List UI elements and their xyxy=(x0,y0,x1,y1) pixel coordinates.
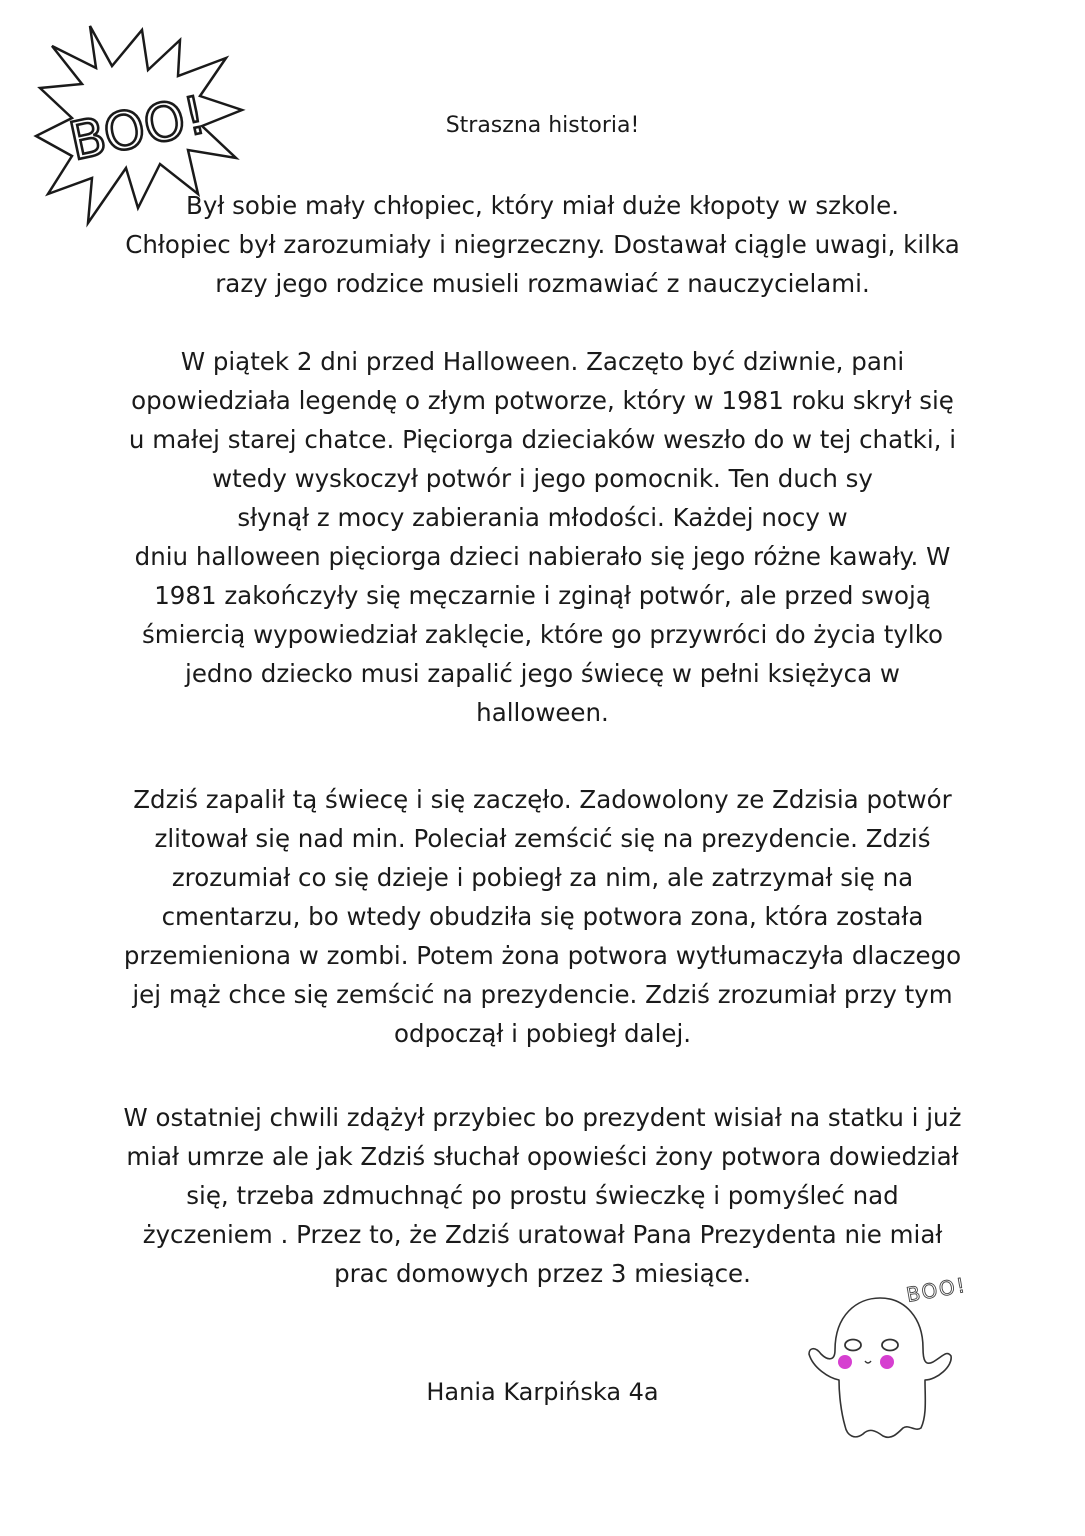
story-paragraph-2 xyxy=(100,342,985,732)
story-paragraph-1 xyxy=(100,186,985,303)
text-line: dniu halloween pięciorga dzieci nabierało się jego różne kawały. W xyxy=(134,542,951,571)
text-line: odpoczął i pobiegł dalej. xyxy=(393,1019,692,1048)
text-line: wtedy wyskoczył potwór i jego pomocnik. Ten duch sy xyxy=(212,464,873,493)
story-paragraph-3 xyxy=(100,780,985,1053)
text-line: zlitował się nad min. Poleciał zemścić się na prezydencie. Zdziś xyxy=(154,824,931,853)
page-title: Straszna historia! xyxy=(445,113,640,138)
text-line: razy jego rodzice musieli rozmawiać z nauczycielami. xyxy=(215,269,870,298)
text-line: halloween. xyxy=(476,698,609,727)
text-line: się, trzeba zdmuchnąć po prostu świeczkę i pomyśleć nad xyxy=(186,1181,899,1210)
text-line: jej mąż chce się zemścić na prezydencie. Zdziś zrozumiał przy tym xyxy=(132,980,953,1009)
text-line: Chłopiec był zarozumiały i niegrzeczny. Dostawał ciągle uwagi, kilka xyxy=(125,230,960,259)
text-line: W ostatniej chwili zdążył przybiec bo prezydent wisiał na statku i już xyxy=(123,1103,962,1132)
text-line: cmentarzu, bo wtedy obudziła się potwora zona, która została xyxy=(161,902,924,931)
ghost-boo-text: BOO! xyxy=(904,1272,969,1307)
text-line: prac domowych przez 3 miesiące. xyxy=(334,1259,751,1288)
text-line: Zdziś zapalił tą świecę i się zaczęło. Zadowolony ze Zdzisia potwór xyxy=(133,785,952,814)
text-line: śmiercią wypowiedział zaklęcie, które go przywróci do życia tylko xyxy=(141,620,944,649)
ghost-left-cheek xyxy=(838,1355,852,1369)
text-line: miał umrze ale jak Zdziś słuchał opowieści żony potwora dowiedział xyxy=(126,1142,959,1171)
burst-text: BOO! xyxy=(64,85,212,173)
ghost-body xyxy=(809,1298,951,1437)
text-line: 1981 zakończyły się męczarnie i zginął potwór, ale przed swoją xyxy=(154,581,931,610)
ghost-right-cheek xyxy=(880,1355,894,1369)
text-line: słynął z mocy zabierania młodości. Każdej nocy w xyxy=(237,503,848,532)
ghost-right-eye xyxy=(882,1340,898,1351)
text-line: W piątek 2 dni przed Halloween. Zaczęto być dziwnie, pani xyxy=(180,347,905,376)
ghost-illustration xyxy=(795,1270,970,1450)
text-line: zrozumiał co się dzieje i pobiegł za nim, ale zatrzymał się na xyxy=(171,863,914,892)
author-signature: Hania Karpińska 4a xyxy=(426,1378,659,1406)
text-line: przemieniona w zombi. Potem żona potwora wytłumaczyła dlaczego xyxy=(123,941,962,970)
text-line: u małej starej chatce. Pięciorga dzieciaków weszło do w tej chatki, i xyxy=(128,425,957,454)
text-line: życzeniem . Przez to, że Zdziś uratował Pana Prezydenta nie miał xyxy=(142,1220,943,1249)
ghost-left-eye xyxy=(845,1340,861,1351)
story-paragraph-4 xyxy=(100,1098,985,1293)
text-line: opowiedziała legendę o złym potworze, który w 1981 roku skrył się xyxy=(131,386,954,415)
text-line: Był sobie mały chłopiec, który miał duże kłopoty w szkole. xyxy=(186,191,899,220)
text-line: jedno dziecko musi zapalić jego świecę w pełni księżyca w xyxy=(185,659,900,688)
